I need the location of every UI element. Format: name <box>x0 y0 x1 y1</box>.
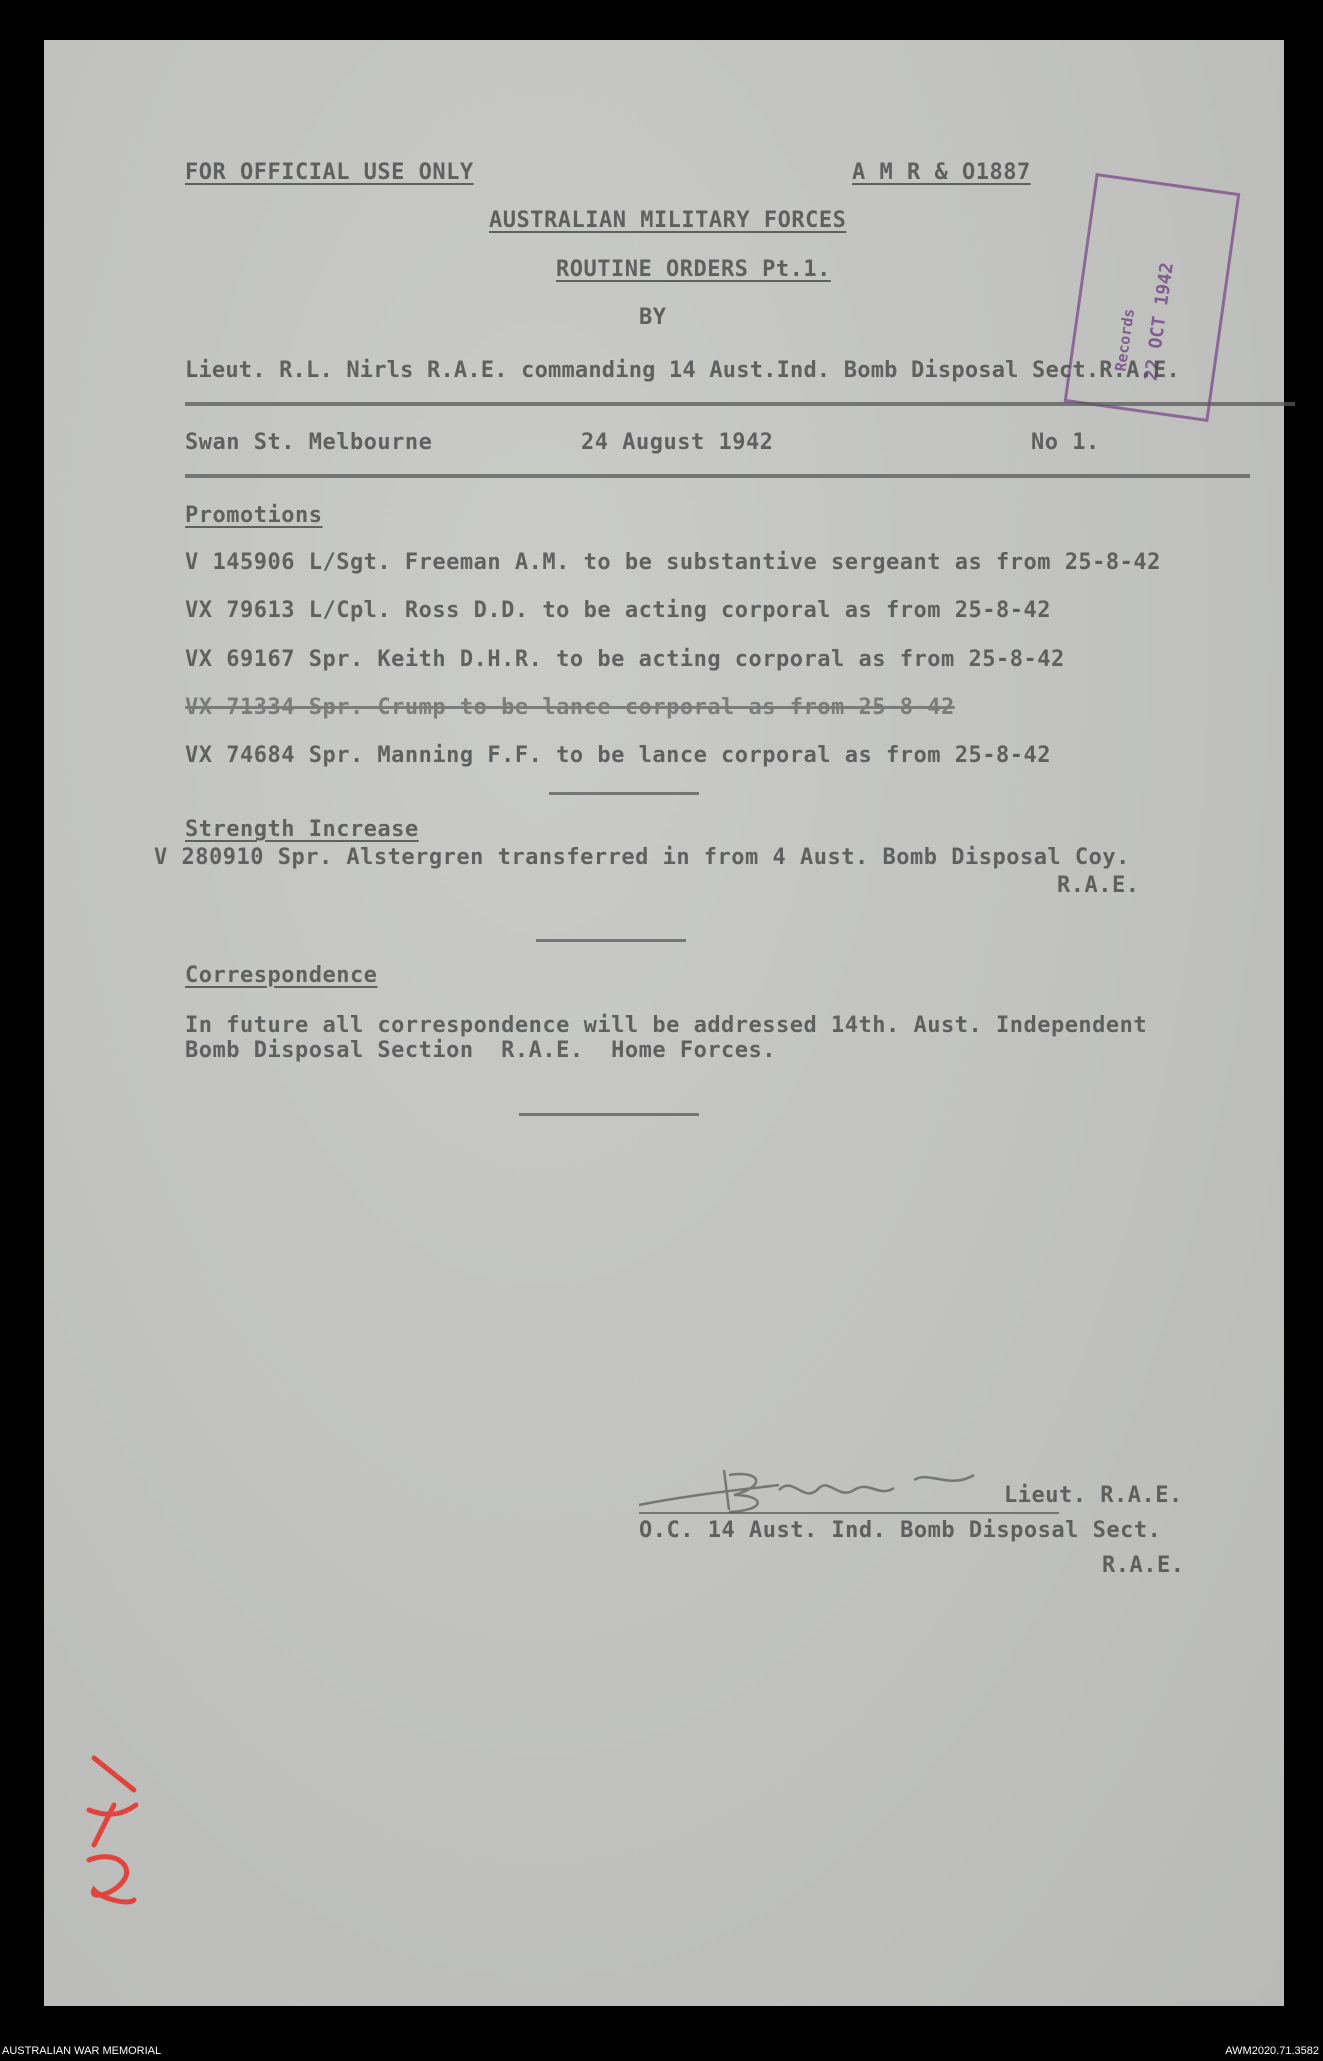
promotion-item: VX 69167 Spr. Keith D.H.R. to be acting corporal as from 25-8-42 <box>185 647 1065 672</box>
promotions-heading: Promotions <box>185 503 323 528</box>
strength-increase-line: V 280910 Spr. Alstergren transferred in from 4 Aust. Bomb Disposal Coy. <box>154 845 1130 870</box>
handwritten-signature <box>629 1450 989 1520</box>
location: Swan St. Melbourne <box>185 430 433 455</box>
footer-archive-name: AUSTRALIAN WAR MEMORIAL <box>2 2045 162 2057</box>
strength-increase-line: R.A.E. <box>1057 873 1140 898</box>
signature-rank: Lieut. R.A.E. <box>1004 1483 1183 1508</box>
section-divider <box>549 792 699 795</box>
promotion-item: VX 74684 Spr. Manning F.F. to be lance corporal as from 25-8-42 <box>185 743 1051 768</box>
section-divider <box>519 1113 699 1116</box>
document-subtitle: ROUTINE ORDERS Pt.1. <box>556 257 831 282</box>
order-number: No 1. <box>1031 430 1100 455</box>
signature-position: O.C. 14 Aust. Ind. Bomb Disposal Sect. <box>639 1518 1162 1543</box>
order-date: 24 August 1942 <box>581 430 774 455</box>
correspondence-line: Bomb Disposal Section R.A.E. Home Forces. <box>185 1038 777 1063</box>
promotion-item: V 145906 L/Sgt. Freeman A.M. to be substantive sergeant as from 25-8-42 <box>185 550 1161 575</box>
document-page <box>44 40 1284 2006</box>
stamp-date: 22 OCT 1942 <box>1140 261 1178 383</box>
by-label: BY <box>639 305 667 330</box>
stamp-text: Records <box>1111 307 1139 373</box>
commander-line: Lieut. R.L. Nirls R.A.E. commanding 14 Aust.Ind. Bomb Disposal Sect.R.A.E. <box>185 358 1180 383</box>
signature-rule <box>639 1512 1059 1514</box>
footer-accession-number: AWM2020.71.3582 <box>1225 2045 1319 2057</box>
promotion-item-struck: VX 71334 Spr. Crump to be lance corporal as from 25-8-42 <box>185 695 955 720</box>
header-rule-bottom <box>185 474 1250 478</box>
strength-increase-heading: Strength Increase <box>185 817 419 842</box>
document-title: AUSTRALIAN MILITARY FORCES <box>489 208 847 233</box>
signature-unit: R.A.E. <box>1102 1553 1185 1578</box>
handwritten-number-172 <box>74 1750 154 1915</box>
promotion-item: VX 79613 L/Cpl. Ross D.D. to be acting corporal as from 25-8-42 <box>185 598 1051 623</box>
header-rule-top <box>185 402 1295 406</box>
classification-label: FOR OFFICIAL USE ONLY <box>185 160 474 185</box>
section-divider <box>536 939 686 942</box>
reference-number: A M R & O1887 <box>852 160 1031 185</box>
correspondence-heading: Correspondence <box>185 963 378 988</box>
received-stamp <box>1064 173 1241 422</box>
correspondence-line: In future all correspondence will be addressed 14th. Aust. Independent <box>185 1013 1148 1038</box>
